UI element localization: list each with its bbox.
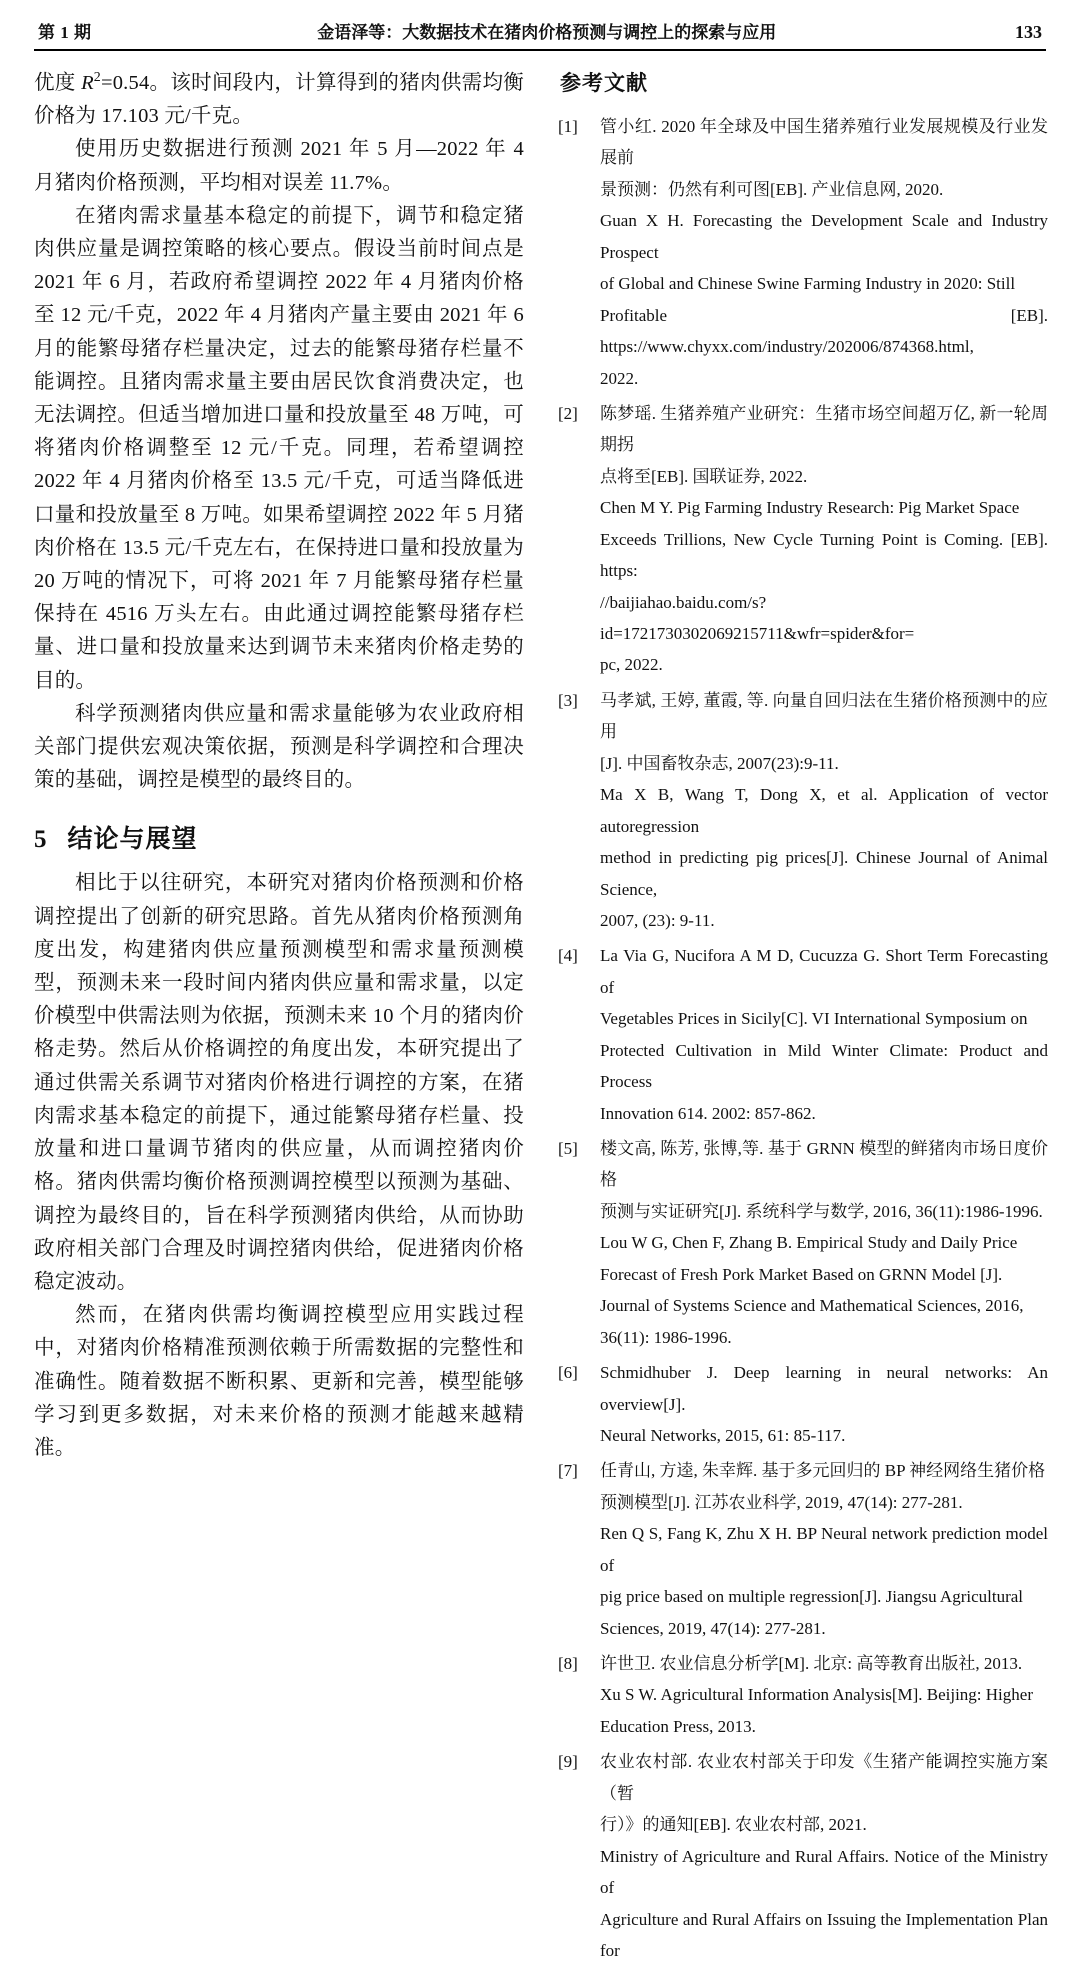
reference-line: Ministry of Agriculture and Rural Affairs. Notice of the Ministry of xyxy=(600,1841,1048,1904)
reference-line: 2007, (23): 9-11. xyxy=(600,905,1048,936)
reference-body xyxy=(600,685,1048,937)
reference-line: 预测模型[J]. 江苏农业科学, 2019, 47(14): 277-281. xyxy=(600,1487,1048,1518)
reference-line: Ma X B, Wang T, Dong X, et al. Application of vector autoregression xyxy=(600,779,1048,842)
reference-number: [2] xyxy=(558,398,600,429)
reference-line: pc, 2022. xyxy=(600,649,1048,680)
running-header xyxy=(34,18,1046,51)
reference-line: Lou W G, Chen F, Zhang B. Empirical Study and Daily Price xyxy=(600,1227,1048,1258)
reference-line: 2022. xyxy=(600,363,1048,394)
reference-item xyxy=(558,685,1048,937)
paragraph-policy-basis: 科学预测猪肉供应量和需求量能够为农业政府相关部门提供宏观决策依据，预测是科学调控和合理决策的基础，调控是模型的最终目的。 xyxy=(34,698,524,798)
article-running-title: 金语泽等：大数据技术在猪肉价格预测与调控上的探索与应用 xyxy=(92,18,1003,43)
reference-line: Profitable [EB]. https://www.chyxx.com/industry/202006/874368.html, xyxy=(600,300,1048,363)
reference-line: method in predicting pig prices[J]. Chinese Journal of Animal Science, xyxy=(600,842,1048,905)
section-number: 5 xyxy=(34,826,48,853)
reference-line: 行）》的通知[EB]. 农业农村部, 2021. xyxy=(600,1809,1048,1840)
reference-line: //baijiahao.baidu.com/s?id=1721730302069215711&wfr=spider&for= xyxy=(600,587,1048,650)
reference-item xyxy=(558,1357,1048,1451)
right-column xyxy=(558,67,1048,1437)
paragraph-conclusion-1: 相比于以往研究，本研究对猪肉价格预测和价格调控提出了创新的研究思路。首先从猪肉价格预测角度出发，构建猪肉供应量预测模型和需求量预测模型，预测未来一段时间内猪肉供应量和需求量，以定价模型中供需法则为依据，预测未来 10 个月的猪肉价格走势。然后从价格调控的角度出发，本研究提出了通过供需关系调节对猪肉价格进行调控的方案，在猪肉需求基本稳定的前提下，通过能繁母猪存栏量、投放量和进口量调节猪肉的供应量，从而调控猪肉价格。猪肉供需均衡价格预测调控模型以预测为基础、调控为最终目的，旨在科学预测猪肉供给，从而协助政府相关部门合理及时调控猪肉供给，促进猪肉价格稳定波动。 xyxy=(34,867,524,1299)
paragraph-forecast-error: 使用历史数据进行预测 2021 年 5 月—2022 年 4 月猪肉价格预测，平均相对误差 11.7%。 xyxy=(34,133,524,199)
reference-line: 36(11): 1986-1996. xyxy=(600,1322,1048,1353)
reference-line: La Via G, Nucifora A M D, Cucuzza G. Short Term Forecasting of xyxy=(600,940,1048,1003)
reference-item xyxy=(558,940,1048,1129)
reference-line: Sciences, 2019, 47(14): 277-281. xyxy=(600,1613,1048,1644)
reference-line: Neural Networks, 2015, 61: 85-117. xyxy=(600,1420,1048,1451)
reference-line: Journal of Systems Science and Mathematical Sciences, 2016, xyxy=(600,1290,1048,1321)
reference-body xyxy=(600,1133,1048,1353)
reference-number: [9] xyxy=(558,1746,600,1777)
reference-body xyxy=(600,1357,1048,1451)
reference-line: 景预测：仍然有利可图[EB]. 产业信息网, 2020. xyxy=(600,174,1048,205)
reference-number: [6] xyxy=(558,1357,600,1388)
paragraph-regulation-strategy: 在猪肉需求量基本稳定的前提下，调节和稳定猪肉供应量是调控策略的核心要点。假设当前时间点是 2021 年 6 月，若政府希望调控 2022 年 4 月猪肉价格至 12 元/千克，2022 年 4 月猪肉产量主要由 2021 年 6 月的能繁母猪存栏量决定，过去的能繁母猪存栏量不能调控。且猪肉需求量主要由居民饮食消费决定，也无法调控。但适当增加进口量和投放量至 48 万吨，可将猪肉价格调整至 12 元/千克。同理，若希望调控 2022 年 4 月猪肉价格至 13.5 元/千克，可适当降低进口量和投放量至 8 万吨。如果希望调控 2022 年 5 月猪肉价格在 13.5 元/千克左右，在保持进口量和投放量为 20 万吨的情况下，可将 2021 年 7 月能繁母猪存栏量保持在 4516 万头左右。由此通过调控能繁母猪存栏量、进口量和投放量来达到调节未来猪肉价格走势的目的。 xyxy=(34,200,524,698)
reference-line: Xu S W. Agricultural Information Analysis[M]. Beijing: Higher xyxy=(600,1679,1048,1710)
reference-number: [3] xyxy=(558,685,600,716)
reference-number: [5] xyxy=(558,1133,600,1164)
left-column xyxy=(34,67,524,1437)
reference-line: 点将至[EB]. 国联证券, 2022. xyxy=(600,461,1048,492)
section-heading-conclusion xyxy=(34,819,524,855)
reference-line: 预测与实证研究[J]. 系统科学与数学, 2016, 36(11):1986-1996. xyxy=(600,1196,1048,1227)
reference-body xyxy=(600,940,1048,1129)
reference-line: Ren Q S, Fang K, Zhu X H. BP Neural network prediction model of xyxy=(600,1518,1048,1581)
reference-line: Vegetables Prices in Sicily[C]. VI International Symposium on xyxy=(600,1003,1048,1034)
reference-line: pig price based on multiple regression[J]. Jiangsu Agricultural xyxy=(600,1581,1048,1612)
paragraph-conclusion-2: 然而，在猪肉供需均衡调控模型应用实践过程中，对猪肉价格精准预测依赖于所需数据的完整性和准确性。随着数据不断积累、更新和完善，模型能够学习到更多数据，对未来价格的预测才能越来越精准。 xyxy=(34,1299,524,1465)
reference-line: Agriculture and Rural Affairs on Issuing the Implementation Plan for xyxy=(600,1904,1048,1966)
reference-line: 许世卫. 农业信息分析学[M]. 北京: 高等教育出版社, 2013. xyxy=(600,1648,1048,1679)
page-number: 133 xyxy=(1002,22,1042,43)
reference-item xyxy=(558,1455,1048,1644)
references-heading: 参考文献 xyxy=(560,67,1048,97)
reference-line: Forecast of Fresh Pork Market Based on GRNN Model [J]. xyxy=(600,1259,1048,1290)
reference-line: Protected Cultivation in Mild Winter Climate: Product and Process xyxy=(600,1035,1048,1098)
reference-line: 农业农村部. 农业农村部关于印发《生猪产能调控实施方案（暂 xyxy=(600,1746,1048,1809)
section-title: 结论与展望 xyxy=(68,826,198,853)
reference-number: [4] xyxy=(558,940,600,971)
reference-line: 楼文高, 陈芳, 张博,等. 基于 GRNN 模型的鲜猪肉市场日度价格 xyxy=(600,1133,1048,1196)
reference-number: [8] xyxy=(558,1648,600,1679)
reference-item xyxy=(558,1746,1048,1966)
reference-line: Education Press, 2013. xyxy=(600,1711,1048,1742)
reference-line: Innovation 614. 2002: 857-862. xyxy=(600,1098,1048,1129)
reference-line: Chen M Y. Pig Farming Industry Research: Pig Market Space xyxy=(600,492,1048,523)
reference-body xyxy=(600,1648,1048,1742)
reference-line: 管小红. 2020 年全球及中国生猪养殖行业发展规模及行业发展前 xyxy=(600,111,1048,174)
reference-item xyxy=(558,398,1048,681)
reference-line: Exceeds Trillions, New Cycle Turning Point is Coming. [EB]. https: xyxy=(600,524,1048,587)
reference-line: 任青山, 方逵, 朱幸辉. 基于多元回归的 BP 神经网络生猪价格 xyxy=(600,1455,1048,1486)
reference-line: 马孝斌, 王婷, 董霞, 等. 向量自回归法在生猪价格预测中的应用 xyxy=(600,685,1048,748)
reference-item xyxy=(558,111,1048,394)
issue-label: 第 1 期 xyxy=(38,18,92,43)
reference-line: [J]. 中国畜牧杂志, 2007(23):9-11. xyxy=(600,748,1048,779)
reference-item xyxy=(558,1133,1048,1353)
reference-line: Guan X H. Forecasting the Development Scale and Industry Prospect xyxy=(600,205,1048,268)
reference-number: [1] xyxy=(558,111,600,142)
reference-line: Schmidhuber J. Deep learning in neural networks: An overview[J]. xyxy=(600,1357,1048,1420)
reference-number: [7] xyxy=(558,1455,600,1486)
reference-body xyxy=(600,1455,1048,1644)
reference-line: 陈梦瑶. 生猪养殖产业研究：生猪市场空间超万亿, 新一轮周期拐 xyxy=(600,398,1048,461)
reference-line: of Global and Chinese Swine Farming Industry in 2020: Still xyxy=(600,268,1048,299)
paragraph-continued: 优度 $R^2=0.54$。该时间段内，计算得到的猪肉供需均衡价格为 17.103 元/千克。 xyxy=(34,67,524,133)
reference-body xyxy=(600,111,1048,394)
reference-body xyxy=(600,1746,1048,1966)
reference-body xyxy=(600,398,1048,681)
reference-item xyxy=(558,1648,1048,1742)
two-column-body xyxy=(34,67,1046,1437)
